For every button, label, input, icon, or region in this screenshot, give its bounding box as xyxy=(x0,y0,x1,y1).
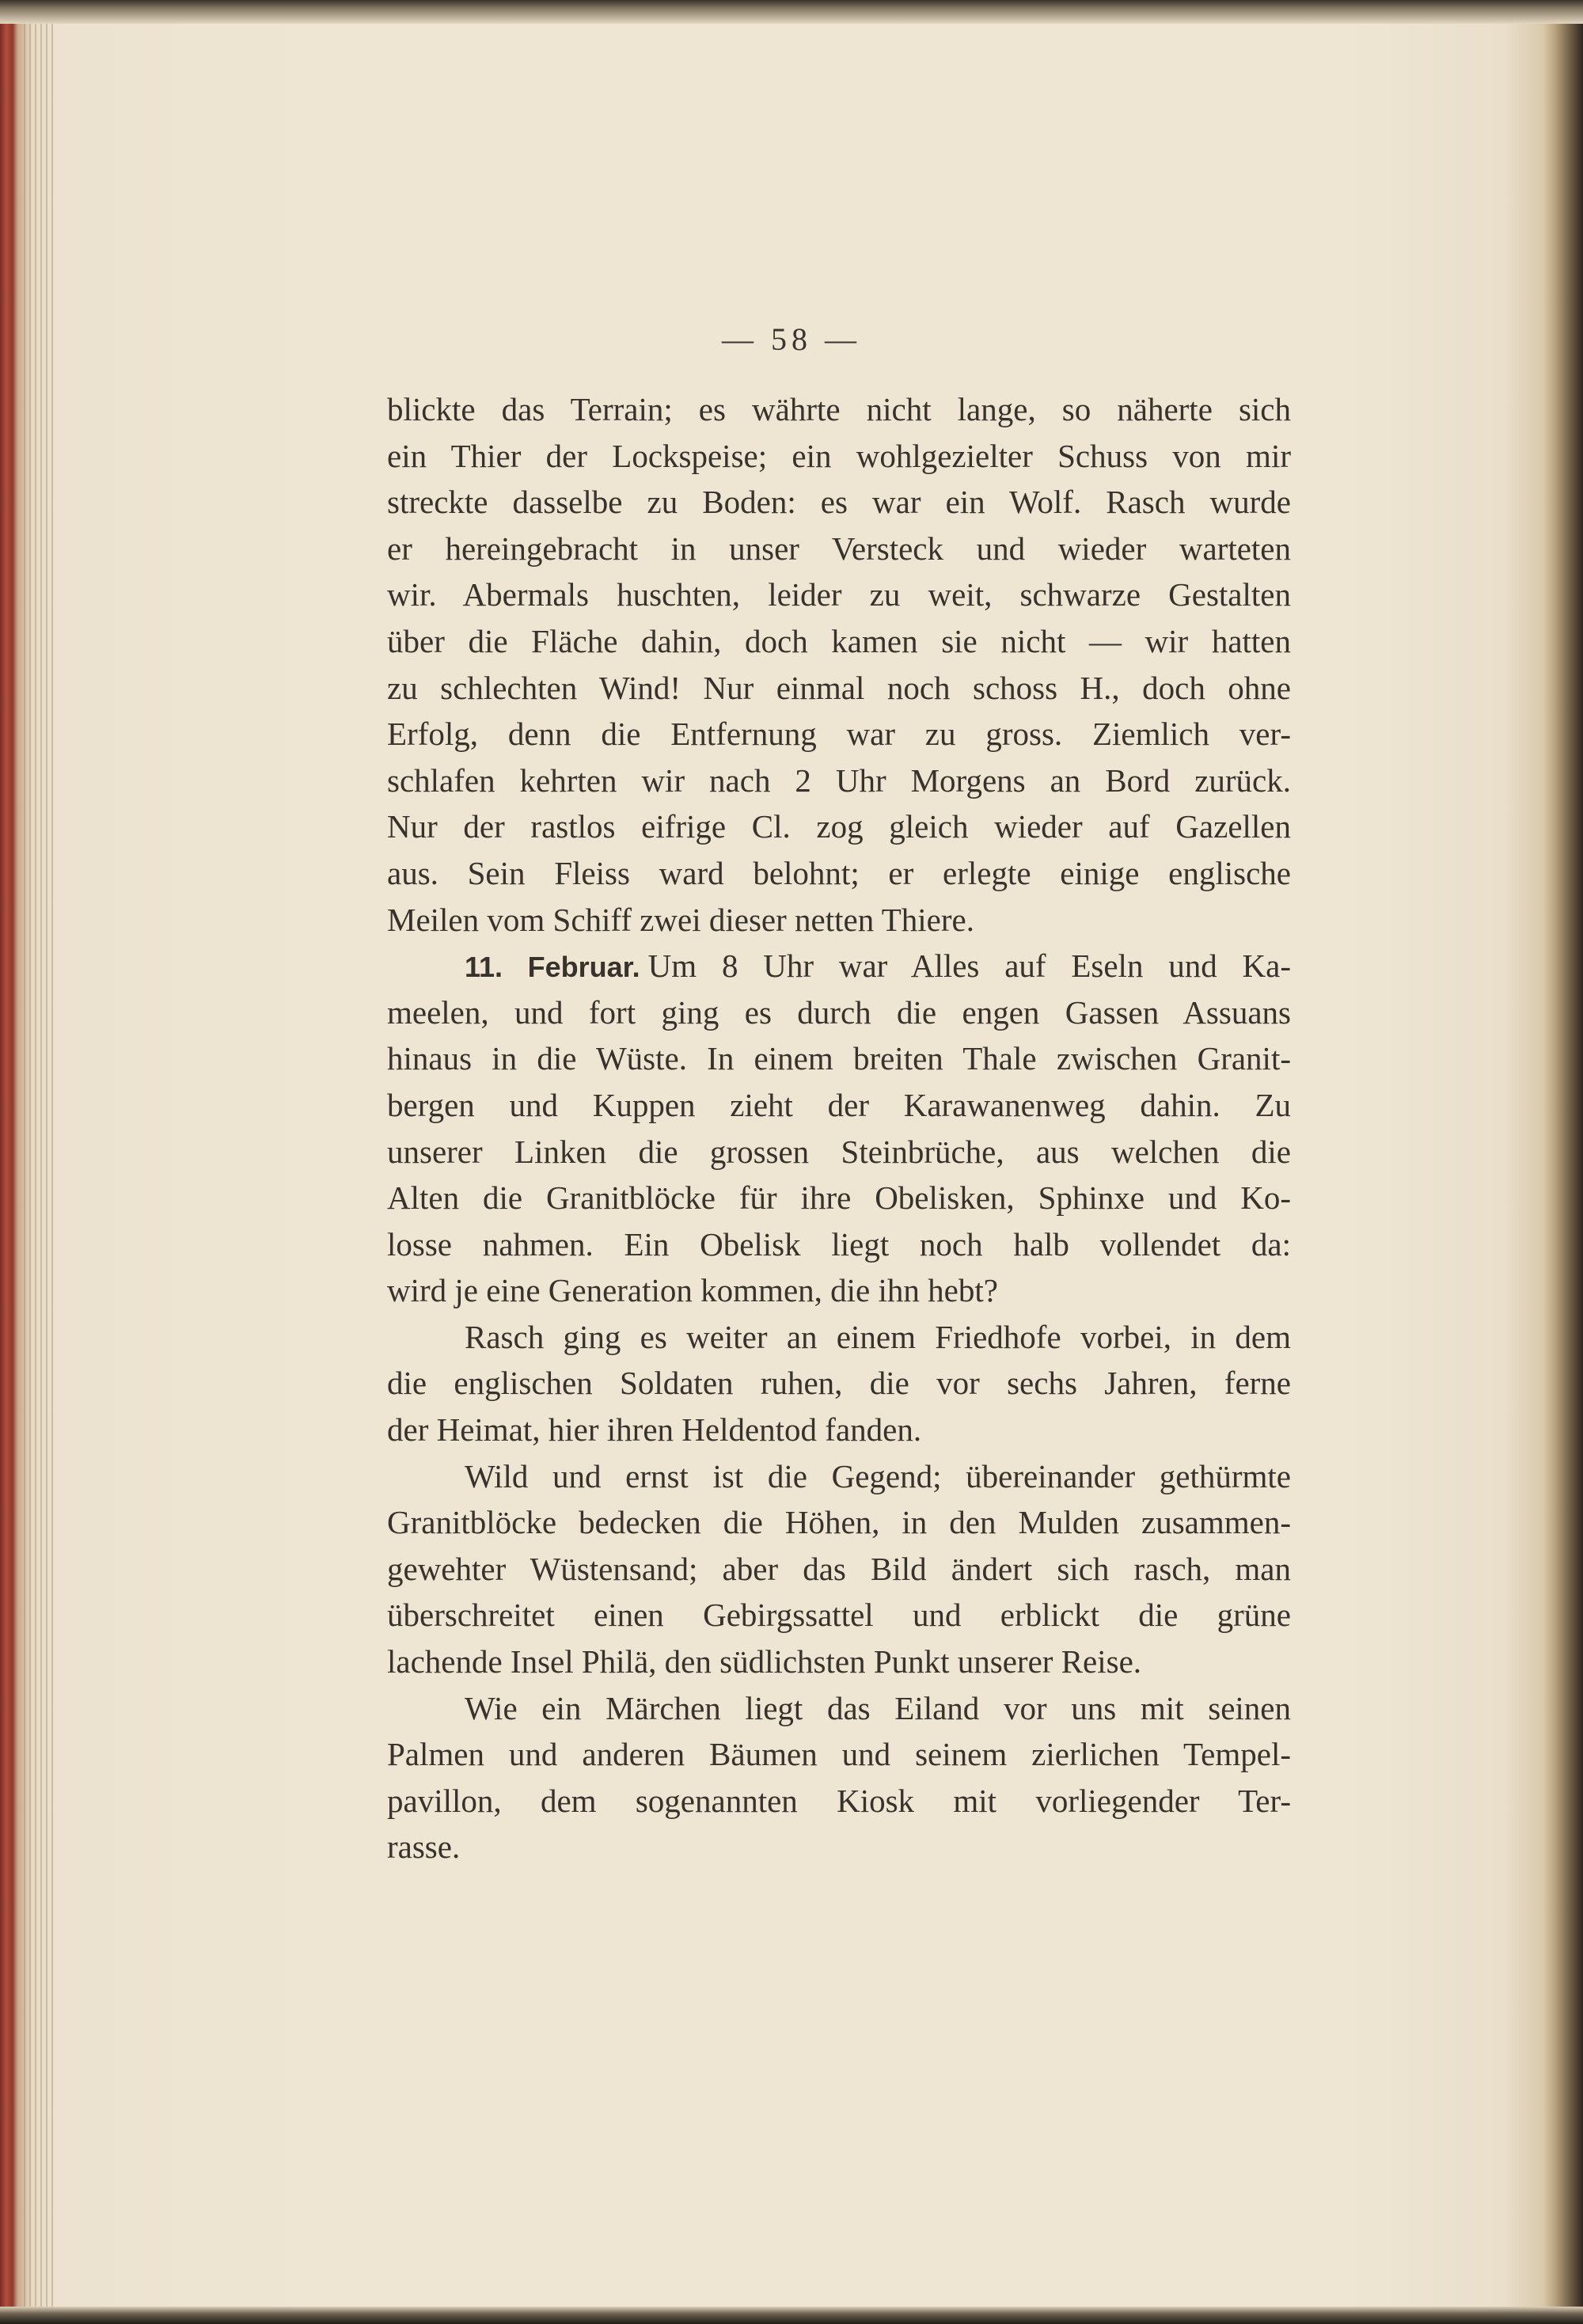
text-line-content: Meilen vom Schiff zwei dieser netten Thiere. xyxy=(387,901,974,938)
text-line xyxy=(387,433,1291,480)
text-line-content: zu schlechten Wind! Nur einmal noch schoss H., doch ohne xyxy=(387,669,1291,706)
text-line-content: rasse. xyxy=(387,1828,461,1866)
text-line-content: losse nahmen. Ein Obelisk liegt noch halb vollendet da: xyxy=(387,1225,1291,1263)
page-edges-left xyxy=(24,24,55,2311)
text-line-content: Alten die Granitblöcke für ihre Obelisken, Sphinxe und Ko- xyxy=(387,1179,1291,1217)
text-line-content: gewehter Wüstensand; aber das Bild ändert sich rasch, man xyxy=(387,1550,1291,1587)
text-line xyxy=(387,758,1291,804)
text-line-content: schlafen kehrten wir nach 2 Uhr Morgens an Bord zurück. xyxy=(387,761,1291,799)
text-line xyxy=(387,943,1291,989)
text-line-content: Rasch ging es weiter an einem Friedhofe vorbei, in dem xyxy=(465,1318,1291,1355)
text-line xyxy=(387,897,1291,944)
text-line-content: wird je eine Generation kommen, die ihn hebt? xyxy=(387,1272,998,1309)
scan-bottom-edge xyxy=(0,2307,1583,2324)
text-line-content: bergen und Kuppen zieht der Karawanenweg dahin. Zu xyxy=(387,1086,1291,1123)
text-line-content: Granitblöcke bedecken die Höhen, in den Mulden zusammen- xyxy=(387,1504,1291,1541)
text-line-content: Um 8 Uhr war Alles auf Eseln und Ka- xyxy=(647,947,1292,985)
text-line-content: unserer Linken die grossen Steinbrüche, aus welchen die xyxy=(387,1133,1291,1170)
text-line xyxy=(387,1082,1291,1129)
text-line-content: wir. Abermals huschten, leider zu weit, schwarze Gestalten xyxy=(387,576,1291,613)
text-line-content: überschreitet einen Gebirgssattel und erblickt die grüne xyxy=(387,1597,1291,1634)
text-line xyxy=(387,1499,1291,1546)
page-number: — 58 — xyxy=(722,321,861,357)
text-line-content: Nur der rastlos eifrige Cl. zog gleich wieder auf Gazellen xyxy=(387,808,1291,845)
text-line-content: pavillon, dem sogenannten Kiosk mit vorliegender Ter- xyxy=(387,1782,1291,1819)
text-line-content: meelen, und fort ging es durch die engen Gassen Assuans xyxy=(387,993,1291,1031)
text-line xyxy=(387,526,1291,572)
text-line-content: hinaus in die Wüste. In einem breiten Thale zwischen Granit- xyxy=(387,1040,1291,1077)
text-line-content: der Heimat, hier ihren Heldentod fanden. xyxy=(387,1411,922,1449)
text-line xyxy=(387,1639,1291,1685)
text-line-content: aus. Sein Fleiss ward belohnt; er erlegte einige englische xyxy=(387,854,1291,891)
text-line xyxy=(387,665,1291,712)
text-line xyxy=(387,1407,1291,1453)
text-line xyxy=(387,618,1291,665)
text-line xyxy=(387,711,1291,758)
text-line xyxy=(387,1035,1291,1082)
text-line-content: über die Fläche dahin, doch kamen sie nicht — wir hatten xyxy=(387,622,1291,659)
body-text xyxy=(387,386,1291,1870)
text-line xyxy=(387,572,1291,618)
text-line-content: Wild und ernst ist die Gegend; übereinander gethürmte xyxy=(465,1457,1291,1494)
text-line xyxy=(387,1175,1291,1221)
text-line-content: Palmen und anderen Bäumen und seinem zierlichen Tempel- xyxy=(387,1736,1291,1773)
text-line-content: er hereingebracht in unser Versteck und wieder warteten xyxy=(387,530,1291,567)
date-heading: 11. Februar. xyxy=(465,951,640,984)
text-line xyxy=(387,1360,1291,1407)
text-line xyxy=(387,989,1291,1036)
text-line-content: ein Thier der Lockspeise; ein wohlgezielter Schuss von mir xyxy=(387,437,1291,474)
text-line xyxy=(387,1778,1291,1825)
text-line-content: lachende Insel Philä, den südlichsten Punkt unserer Reise. xyxy=(387,1643,1142,1680)
text-line xyxy=(387,1453,1291,1500)
text-line-content: die englischen Soldaten ruhen, die vor sechs Jahren, ferne xyxy=(387,1365,1291,1402)
text-line xyxy=(387,479,1291,526)
text-line-content: streckte dasselbe zu Boden: es war ein Wolf. Rasch wurde xyxy=(387,484,1291,521)
text-line xyxy=(387,1267,1291,1314)
text-line xyxy=(387,386,1291,433)
text-line xyxy=(387,803,1291,850)
text-line xyxy=(387,1824,1291,1870)
text-line xyxy=(387,1685,1291,1732)
text-line-content: Wie ein Märchen liegt das Eiland vor uns mit seinen xyxy=(465,1689,1291,1726)
text-line-content: blickte das Terrain; es währte nicht lange, so näherte sich xyxy=(387,391,1291,427)
text-line xyxy=(387,1314,1291,1361)
scan-top-edge xyxy=(0,0,1583,24)
text-line xyxy=(387,1546,1291,1593)
text-line xyxy=(387,1592,1291,1639)
text-line-content: Erfolg, denn die Entfernung war zu gross. Ziemlich ver- xyxy=(387,716,1291,753)
text-line xyxy=(387,850,1291,897)
text-line xyxy=(387,1221,1291,1268)
text-line xyxy=(387,1731,1291,1778)
text-line xyxy=(387,1129,1291,1175)
